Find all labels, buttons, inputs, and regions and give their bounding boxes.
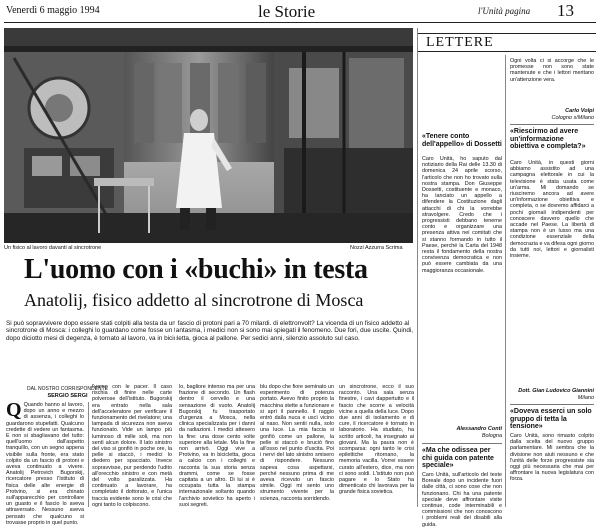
letter-separator xyxy=(510,404,594,405)
letter-3-signature: Carlo Volpi xyxy=(565,108,594,114)
letter-1-title: «Tenere conto dell'appello» di Dossetti xyxy=(422,133,502,148)
headline: L'uomo con i «buchi» in testa xyxy=(24,254,368,285)
page-number: 13 xyxy=(557,1,574,20)
column-divider xyxy=(88,402,89,507)
article-column-5: un sincrotrone, ecco il suo racconto. Una sala senza finestre, i cavi dappertutto e il fascio che scorre a velocità vicine a quella della luce. Dopo due anni di isolamento e di cure, il ricercatore è tornato in laboratorio. Ha studiato, ha scritto articoli, ha insegnato ai giovani. Ma la paura non è scomparsa: ogni tanto le crisi epilettiche ritornano, la memoria vacilla. Vorrei essere curato all'estero, dice, ma non ci sono soldi. L'istituto non può pagare e lo Stato ha dimenticato chi lavorava per la grande fisica sovietica. xyxy=(339,384,414,496)
letter-4-place: Milano xyxy=(577,395,594,401)
letter-4-signature: Dott. Gian Ludovico Giannini xyxy=(518,388,594,394)
letter-prev-body: Ogni volta ci si accorge che le promesse non sono state mantenute e che i lettori meritano un'attenzione vera. xyxy=(510,58,594,83)
article-column-4: blu dopo che fiore seminato un esperimento di potenza portato. Avevo finito proprio la macchina stette a funzionare e si aprì il pannello. Il raggio entrò dalla nuca e uscì vicino al naso. Non sentii nulla, solo una luce. La mia faccia si gonfiò come un pallone, la pelle si staccò e bruciò fino all'osso nel punto d'uscita. Poi i nervi del lato sinistro smisero di rispondere. Nessuno sapeva cosa aspettarsi, perché nessuno prima di me aveva ricevuto un fascio simile. Oggi mi sento uno strumento vivente per la scienza, racconta sorridendo. xyxy=(260,384,334,502)
letter-1-signature: Alessandro Conti xyxy=(456,426,502,432)
header-rule xyxy=(4,22,596,23)
letter-2-title: «Ma che odissea per chi guida con patente speciale» xyxy=(422,447,494,469)
column-text: Quando hanno al lavoro, dopo un anno e mezzo di assenza, i colleghi lo guardarono stupefatti. Qualcuno credette di vedere un fantasma. E non si sbagliavano del tutto: quell'uomo dall'aspetto tranquillo, con un segno appena visibile sulla fronte, era stato colpito da un fascio di protoni e aveva continuato a vivere. Anatolij Petrovich Bugorskij, ricercatore presso l'Istituto di fisica delle alte energie di Protvino, si era chinato sull'apparecchio per controllare un guasto e il fascio lo aveva attraversato. Nessuno aveva pensato che qualcuno si trovasse proprio in quel punto. xyxy=(6,402,84,526)
column-gap xyxy=(175,320,176,507)
lettere-title: LETTERE xyxy=(426,35,494,50)
letter-1-place: Bologna xyxy=(481,433,502,439)
dropcap: Q xyxy=(6,399,22,421)
paper-name: l'Unità pagina xyxy=(478,6,531,16)
lab-scene xyxy=(4,28,413,243)
section-title: le Storie xyxy=(258,2,316,21)
section-divider xyxy=(417,28,418,507)
letter-2-body: Caro Unità, sull'articolo del teste Boreale dopo un incidente fuori dalle città, ci sono cose che non funzionano. Chi ha una patente speciale deve affrontare visite continue, code interminabili e commissioni che non conoscono i problemi reali dei disabili alla guida. xyxy=(422,472,502,528)
sincrotrone-photo xyxy=(4,28,413,243)
article-column-3: lo, bagliore intenso ma per una frazione di secondo. Un flash dentro il cervello e una sensazione di vuoto. Anatolij Bugorskij fu trasportato d'urgenza a Mosca, nella clinica specializzata per i danni da radiazioni. I medici attesero la fine: una dose cento volte superiore alla letale. Ma la fine non arrivò. Oggi vive a Protvino, va in bicicletta, gioca a calcio con i colleghi e racconta la sua storia senza drammi, come se fosse capitata a un altro. Di lui si è occupata tutta la stampa internazionale soltanto quando l'archivio sovietico ha aperto i suoi segreti. xyxy=(179,384,255,508)
letter-5-title: «Doveva esserci un solo gruppo di tetta la tensione» xyxy=(510,408,592,430)
letter-3-place: Cologno s/Milano xyxy=(551,115,594,121)
letter-4-body: Caro Unità, in questi giorni abbiamo assistito ad una campagna elettorale in cui la televisione è stata usata come un'arma. Mi domando se riusciremo ancora ad avere un'informazione obiettiva e completa, o se dovremo affidarci a pochi giornali indipendenti per conoscere davvero quello che accade nel Paese. La libertà di stampa non è un lusso ma una condizione essenziale della democrazia e va difesa ogni giorno da tutti noi, lettori e giornalisti insieme. xyxy=(510,160,594,260)
letter-separator xyxy=(422,443,502,444)
photo-credit: Nozzi Azzurra Scrima xyxy=(350,245,403,251)
author: SERGIO SERGI xyxy=(47,393,88,399)
photo-caption: Un fisico al lavoro davanti al sincrotrone xyxy=(4,245,102,251)
lettere-divider xyxy=(505,55,506,507)
letter-5-body: Caro Unità, sono rimasto colpito dalla scelta del nuovo gruppo parlamentare. Mi sembra che la divisione non aiuti nessuno e che l'unità delle forze progressiste sia oggi più necessaria che mai per affrontare la nuova legislatura con forza. xyxy=(510,433,594,483)
article-column-1 xyxy=(6,399,84,526)
letter-separator xyxy=(510,124,594,125)
letter-1-body: Caro Unità, ho saputo dal notiziario della Rai delle 13.30 di domenica 24 aprile scorso, l'articolo che non ho trovato sulla nostra stampa. Don Giuseppe Dossetti, costituente e monaco, ha lanciato un appello a difendere la Costituzione dagli attacchi di chi la vorrebbe stravolgere. Credo che i progressisti debbano tenerne conto e organizzare una presenza attiva nei comitati che si stanno formando in tutto il Paese, perché la Carta del 1948 resta il fondamento della nostra convivenza democratica e non può essere cambiata da una maggioranza occasionale. xyxy=(422,156,502,274)
article-column-2: l'uomo con le pacer. Il caso rischia di finire nelle carte polverose dell'istituto. Bugorskij era entrato nella sala dell'acceleratore per verificare il funzionamento del rivelatore; una lampada di sicurezza non aveva funzionato. Vide un lampo più luminoso di mille soli, ma non sentì alcun dolore. Il lato sinistro del viso si gonfiò in poche ore, la pelle si staccò, i medici lo diedero per spacciato. Invece sopravvisse, pur perdendo l'udito all'orecchio sinistro e con metà del volto paralizzata. Ha continuato a lavorare, ha completato il dottorato, e l'unica traccia evidente sono le crisi che ogni tanto lo colpiscono. xyxy=(92,384,172,508)
subheadline: Anatolij, fisico addetto al sincrotrone di Mosca xyxy=(24,290,364,310)
article-lead: Si può sopravvivere dopo essere stati colpiti alla testa da un fascio di protoni pari a 70 milardi. di elettronvolt? La vicenda di un fisico addetto al sincrotrone di Mosca: i colleghi lo guardano come fosse un fantasma, i medici non si sono mai spiegati il fenomeno. Due fori, due uscite. Quindi, dopo diciotto mesi di degenza, è tornato al lavoro, va in bicicletta, gioca al pallone. Per sedici anni, silenzio assoluto sul caso. xyxy=(6,320,414,342)
letter-4-title: «Riescirmo ad avere un'informazione obiettiva e completa?» xyxy=(510,128,586,150)
byline: DAL NOSTRO CORRISPONDENTE xyxy=(27,386,108,392)
header-date: Venerdì 6 maggio 1994 xyxy=(6,5,100,16)
